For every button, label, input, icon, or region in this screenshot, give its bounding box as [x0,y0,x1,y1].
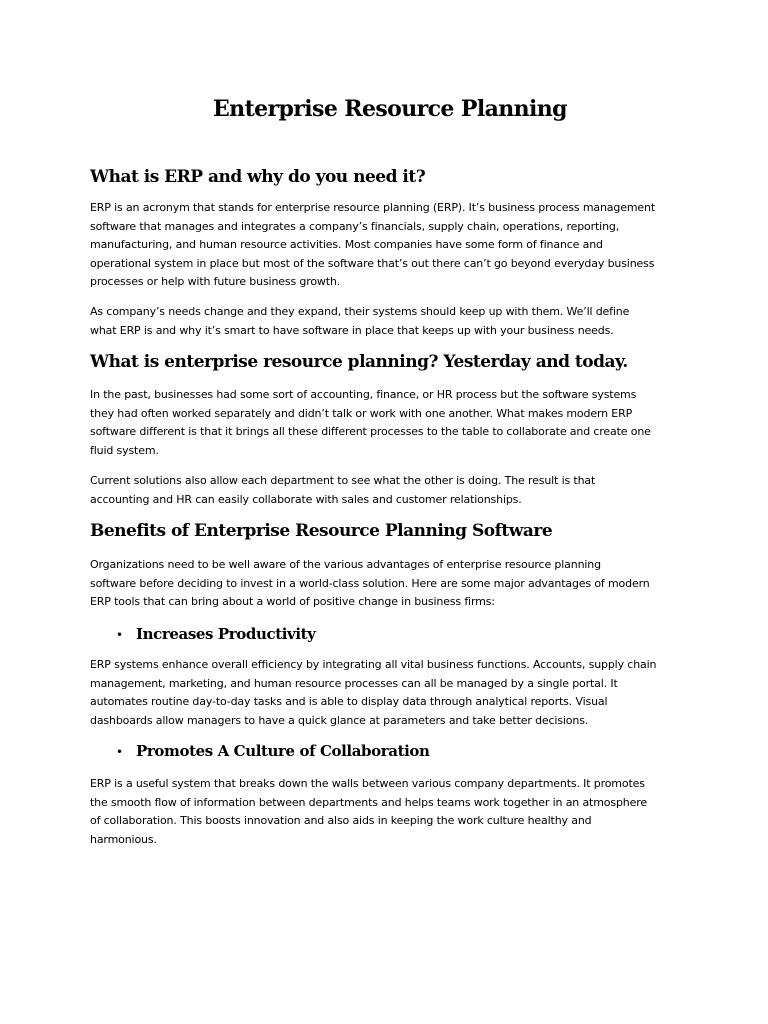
text-line: automates routine day-to-day tasks and is able to display data through analytical reports. Visual [90,695,608,709]
benefit-heading-culture-of-collaboration: Promotes A Culture of Collaboration [136,742,430,760]
section-heading-yesterday-and-today: What is enterprise resource planning? Yesterday and today. [90,352,628,372]
section-heading-benefits: Benefits of Enterprise Resource Planning Software [90,521,553,541]
text-line: the smooth flow of information between departments and helps teams work together in an atmosphere [90,795,647,809]
text-line: of collaboration. This boosts innovation and also aids in keeping the work culture healthy and [90,814,592,828]
text-line: software that manages and integrates a company’s financials, supply chain, operations, reporting, [90,219,620,233]
text-line: ERP is an acronym that stands for enterprise resource planning (ERP). It’s business process management [90,201,656,214]
text-line: software before deciding to invest in a world-class solution. Here are some major advantages of modern [90,576,650,590]
text-line: As company’s needs change and they expand, their systems should keep up with them. We’ll define [90,305,630,318]
paragraph [90,303,690,340]
text-line: In the past, businesses had some sort of accounting, finance, or HR process but the software systems [90,388,637,401]
bullet-marker: • [116,628,124,642]
benefit-heading-increases-productivity: Increases Productivity [136,625,316,643]
section-heading-what-is-erp: What is ERP and why do you need it? [90,167,426,187]
text-line: management, marketing, and human resource processes can all be managed by a single portal. It [90,676,618,690]
paragraph [90,199,690,292]
bullet-marker: • [116,745,124,759]
text-line: manufacturing, and human resource activities. Most companies have some form of finance and [90,238,603,252]
paragraph [90,775,690,849]
document-title: Enterprise Resource Planning [213,96,567,122]
text-line: Organizations need to be well aware of the various advantages of enterprise resource planning [90,558,601,571]
text-line: ERP is a useful system that breaks down the walls between various company departments. It promotes [90,777,645,790]
text-line: harmonious. [90,832,157,846]
text-line: Current solutions also allow each department to see what the other is doing. The result is that [90,474,596,487]
text-line: dashboards allow managers to have a quick glance at parameters and take better decisions. [90,713,589,727]
text-line: what ERP is and why it’s smart to have software in place that keeps up with your business needs. [90,323,614,337]
text-line: they had often worked separately and didn’t talk or work with one another. What makes modern ERP [90,406,633,420]
paragraph [90,556,690,612]
paragraph [90,386,690,460]
text-line: ERP tools that can bring about a world of positive change in business firms: [90,595,495,609]
text-line: accounting and HR can easily collaborate with sales and customer relationships. [90,492,522,506]
paragraph [90,656,690,730]
text-line: processes or help with future business growth. [90,275,341,289]
text-line: ERP systems enhance overall efficiency by integrating all vital business functions. Accounts, supply chain [90,658,657,671]
text-line: operational system in place but most of the software that’s out there can’t go beyond everyday business [90,256,655,270]
text-line: software different is that it brings all these different processes to the table to collaborate and create one [90,425,651,439]
paragraph [90,472,690,509]
text-line: fluid system. [90,443,159,457]
